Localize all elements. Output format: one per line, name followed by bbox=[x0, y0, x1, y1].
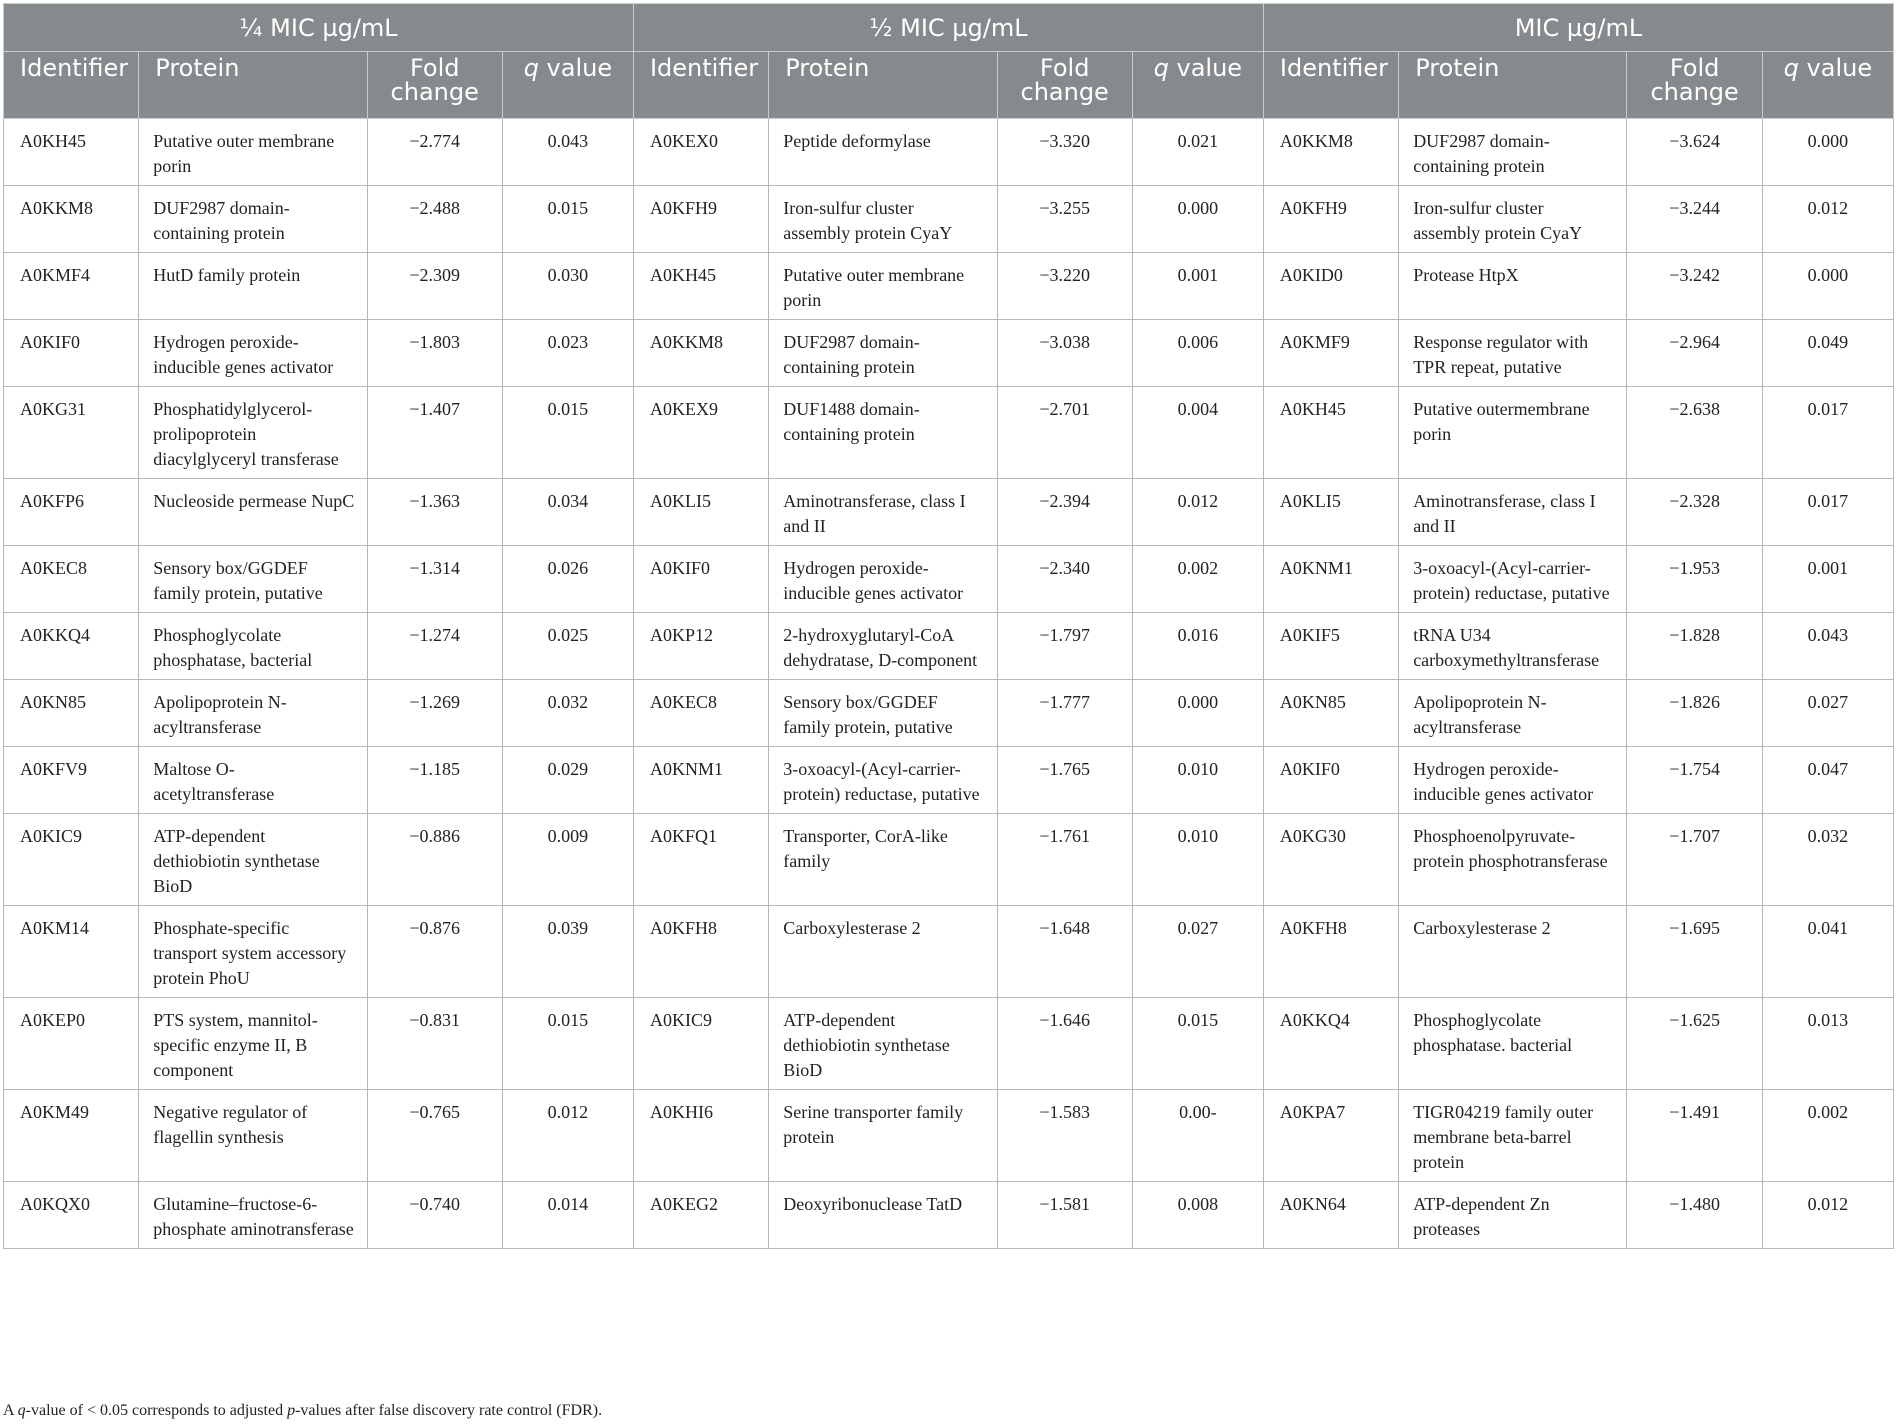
cell-q-value: 0.016 bbox=[1132, 613, 1263, 680]
cell-protein: 3-oxoacyl-(Acyl-carrier-protein) reductase, putative bbox=[1399, 546, 1627, 613]
protein-fold-change-table bbox=[3, 3, 1894, 1249]
table-row bbox=[4, 320, 1894, 387]
table-row bbox=[4, 1090, 1894, 1182]
cell-fold-change: −1.581 bbox=[997, 1182, 1132, 1249]
cell-q-value: 0.015 bbox=[502, 387, 633, 479]
column-header-q-value bbox=[1762, 52, 1893, 119]
cell-identifier: A0KH45 bbox=[633, 253, 768, 320]
cell-protein: Apolipoprotein N-acyltransferase bbox=[139, 680, 367, 747]
cell-identifier: A0KPA7 bbox=[1263, 1090, 1398, 1182]
column-header-q-rest: value bbox=[1798, 54, 1873, 82]
cell-fold-change: −1.625 bbox=[1627, 998, 1762, 1090]
cell-protein: Sensory box/GGDEF family protein, putative bbox=[769, 680, 997, 747]
column-header-q-italic: q bbox=[1783, 54, 1799, 82]
table-footnote bbox=[3, 1402, 602, 1420]
cell-fold-change: −3.255 bbox=[997, 186, 1132, 253]
cell-protein: Apolipoprotein N-acyltransferase bbox=[1399, 680, 1627, 747]
cell-fold-change: −2.964 bbox=[1627, 320, 1762, 387]
cell-q-value: 0.027 bbox=[1132, 906, 1263, 998]
table-row bbox=[4, 1182, 1894, 1249]
column-header-identifier: Identifier bbox=[633, 52, 768, 119]
cell-identifier: A0KIF0 bbox=[633, 546, 768, 613]
cell-identifier: A0KFQ1 bbox=[633, 814, 768, 906]
cell-q-value: 0.015 bbox=[1132, 998, 1263, 1090]
cell-identifier: A0KN85 bbox=[4, 680, 139, 747]
cell-protein: Peptide deformylase bbox=[769, 119, 997, 186]
cell-q-value: 0.012 bbox=[1762, 186, 1893, 253]
cell-fold-change: −3.220 bbox=[997, 253, 1132, 320]
cell-identifier: A0KN64 bbox=[1263, 1182, 1398, 1249]
cell-q-value: 0.006 bbox=[1132, 320, 1263, 387]
cell-q-value: 0.010 bbox=[1132, 747, 1263, 814]
cell-protein: Iron-sulfur cluster assembly protein CyaY bbox=[769, 186, 997, 253]
cell-identifier: A0KFH9 bbox=[633, 186, 768, 253]
cell-q-value: 0.030 bbox=[502, 253, 633, 320]
column-header-fold-change: Fold change bbox=[1627, 52, 1762, 119]
cell-q-value: 0.023 bbox=[502, 320, 633, 387]
cell-fold-change: −3.038 bbox=[997, 320, 1132, 387]
cell-fold-change: −1.269 bbox=[367, 680, 502, 747]
column-header-protein: Protein bbox=[1399, 52, 1627, 119]
cell-protein: ATP-dependent Zn proteases bbox=[1399, 1182, 1627, 1249]
table-row bbox=[4, 814, 1894, 906]
cell-fold-change: −1.777 bbox=[997, 680, 1132, 747]
cell-protein: ATP-dependent dethiobiotin synthetase BioD bbox=[769, 998, 997, 1090]
cell-fold-change: −1.695 bbox=[1627, 906, 1762, 998]
column-header-identifier: Identifier bbox=[1263, 52, 1398, 119]
table-row bbox=[4, 747, 1894, 814]
cell-fold-change: −1.491 bbox=[1627, 1090, 1762, 1182]
cell-identifier: A0KG31 bbox=[4, 387, 139, 479]
cell-q-value: 0.043 bbox=[502, 119, 633, 186]
cell-q-value: 0.001 bbox=[1762, 546, 1893, 613]
cell-protein: Response regulator with TPR repeat, putative bbox=[1399, 320, 1627, 387]
cell-q-value: 0.012 bbox=[1762, 1182, 1893, 1249]
cell-q-value: 0.043 bbox=[1762, 613, 1893, 680]
cell-q-value: 0.017 bbox=[1762, 479, 1893, 546]
cell-protein: Iron-sulfur cluster assembly protein CyaY bbox=[1399, 186, 1627, 253]
cell-protein: Putative outer membrane porin bbox=[139, 119, 367, 186]
column-header-row bbox=[4, 52, 1894, 119]
table-body bbox=[4, 119, 1894, 1249]
footnote-part2: -value of < 0.05 corresponds to adjusted bbox=[25, 1402, 288, 1419]
cell-identifier: A0KKM8 bbox=[1263, 119, 1398, 186]
cell-protein: DUF1488 domain-containing protein bbox=[769, 387, 997, 479]
column-header-q-italic: q bbox=[523, 54, 539, 82]
cell-q-value: 0.002 bbox=[1132, 546, 1263, 613]
cell-identifier: A0KMF4 bbox=[4, 253, 139, 320]
cell-protein: DUF2987 domain-containing protein bbox=[769, 320, 997, 387]
cell-fold-change: −1.707 bbox=[1627, 814, 1762, 906]
cell-q-value: 0.032 bbox=[1762, 814, 1893, 906]
cell-protein: Phosphate-specific transport system accessory protein PhoU bbox=[139, 906, 367, 998]
cell-q-value: 0.00- bbox=[1132, 1090, 1263, 1182]
column-header-protein: Protein bbox=[139, 52, 367, 119]
cell-identifier: A0KN85 bbox=[1263, 680, 1398, 747]
cell-protein: tRNA U34 carboxymethyltransferase bbox=[1399, 613, 1627, 680]
cell-fold-change: −1.407 bbox=[367, 387, 502, 479]
cell-fold-change: −1.803 bbox=[367, 320, 502, 387]
cell-fold-change: −2.340 bbox=[997, 546, 1132, 613]
cell-q-value: 0.004 bbox=[1132, 387, 1263, 479]
cell-q-value: 0.041 bbox=[1762, 906, 1893, 998]
table-row bbox=[4, 479, 1894, 546]
cell-fold-change: −1.765 bbox=[997, 747, 1132, 814]
cell-fold-change: −1.761 bbox=[997, 814, 1132, 906]
cell-protein: Putative outermembrane porin bbox=[1399, 387, 1627, 479]
cell-fold-change: −0.740 bbox=[367, 1182, 502, 1249]
cell-protein: Carboxylesterase 2 bbox=[769, 906, 997, 998]
cell-identifier: A0KG30 bbox=[1263, 814, 1398, 906]
cell-fold-change: −1.363 bbox=[367, 479, 502, 546]
footnote-part3: -values after false discovery rate control (FDR). bbox=[295, 1402, 603, 1419]
cell-protein: Phosphoenolpyruvate-protein phosphotransferase bbox=[1399, 814, 1627, 906]
cell-identifier: A0KLI5 bbox=[633, 479, 768, 546]
cell-identifier: A0KM14 bbox=[4, 906, 139, 998]
table-row bbox=[4, 613, 1894, 680]
cell-fold-change: −3.242 bbox=[1627, 253, 1762, 320]
table-row bbox=[4, 680, 1894, 747]
cell-fold-change: −0.765 bbox=[367, 1090, 502, 1182]
cell-q-value: 0.009 bbox=[502, 814, 633, 906]
cell-identifier: A0KEP0 bbox=[4, 998, 139, 1090]
cell-protein: Sensory box/GGDEF family protein, putative bbox=[139, 546, 367, 613]
cell-identifier: A0KIC9 bbox=[4, 814, 139, 906]
cell-identifier: A0KQX0 bbox=[4, 1182, 139, 1249]
cell-q-value: 0.027 bbox=[1762, 680, 1893, 747]
table-row bbox=[4, 546, 1894, 613]
cell-fold-change: −1.314 bbox=[367, 546, 502, 613]
cell-identifier: A0KKM8 bbox=[4, 186, 139, 253]
cell-identifier: A0KFH9 bbox=[1263, 186, 1398, 253]
cell-q-value: 0.015 bbox=[502, 998, 633, 1090]
cell-q-value: 0.026 bbox=[502, 546, 633, 613]
table-row bbox=[4, 387, 1894, 479]
cell-fold-change: −3.624 bbox=[1627, 119, 1762, 186]
cell-identifier: A0KIC9 bbox=[633, 998, 768, 1090]
cell-protein: Serine transporter family protein bbox=[769, 1090, 997, 1182]
cell-identifier: A0KIF0 bbox=[1263, 747, 1398, 814]
cell-fold-change: −2.488 bbox=[367, 186, 502, 253]
cell-fold-change: −1.826 bbox=[1627, 680, 1762, 747]
cell-identifier: A0KNM1 bbox=[633, 747, 768, 814]
cell-fold-change: −1.646 bbox=[997, 998, 1132, 1090]
cell-protein: Hydrogen peroxide-inducible genes activator bbox=[139, 320, 367, 387]
column-header-identifier: Identifier bbox=[4, 52, 139, 119]
column-header-q-rest: value bbox=[1168, 54, 1243, 82]
table-row bbox=[4, 998, 1894, 1090]
cell-fold-change: −1.754 bbox=[1627, 747, 1762, 814]
cell-protein: Hydrogen peroxide-inducible genes activator bbox=[769, 546, 997, 613]
cell-identifier: A0KMF9 bbox=[1263, 320, 1398, 387]
column-header-q-value bbox=[502, 52, 633, 119]
cell-protein: HutD family protein bbox=[139, 253, 367, 320]
cell-protein: DUF2987 domain-containing protein bbox=[1399, 119, 1627, 186]
cell-fold-change: −1.583 bbox=[997, 1090, 1132, 1182]
column-header-q-italic: q bbox=[1153, 54, 1169, 82]
cell-identifier: A0KEG2 bbox=[633, 1182, 768, 1249]
cell-fold-change: −2.309 bbox=[367, 253, 502, 320]
cell-identifier: A0KH45 bbox=[4, 119, 139, 186]
cell-q-value: 0.000 bbox=[1132, 186, 1263, 253]
cell-q-value: 0.001 bbox=[1132, 253, 1263, 320]
cell-fold-change: −1.648 bbox=[997, 906, 1132, 998]
cell-fold-change: −3.320 bbox=[997, 119, 1132, 186]
group-header-mic: MIC µg/mL bbox=[1263, 4, 1893, 52]
cell-identifier: A0KEX9 bbox=[633, 387, 768, 479]
cell-q-value: 0.000 bbox=[1132, 680, 1263, 747]
cell-identifier: A0KHI6 bbox=[633, 1090, 768, 1182]
cell-protein: Transporter, CorA-like family bbox=[769, 814, 997, 906]
cell-identifier: A0KID0 bbox=[1263, 253, 1398, 320]
group-header-half-mic: ½ MIC µg/mL bbox=[633, 4, 1263, 52]
cell-protein: Negative regulator of flagellin synthesis bbox=[139, 1090, 367, 1182]
cell-q-value: 0.000 bbox=[1762, 253, 1893, 320]
cell-identifier: A0KFH8 bbox=[633, 906, 768, 998]
cell-q-value: 0.049 bbox=[1762, 320, 1893, 387]
cell-protein: Carboxylesterase 2 bbox=[1399, 906, 1627, 998]
footnote-part1: A bbox=[3, 1402, 18, 1419]
cell-q-value: 0.021 bbox=[1132, 119, 1263, 186]
cell-identifier: A0KEX0 bbox=[633, 119, 768, 186]
cell-fold-change: −0.831 bbox=[367, 998, 502, 1090]
cell-fold-change: −1.480 bbox=[1627, 1182, 1762, 1249]
cell-fold-change: −0.886 bbox=[367, 814, 502, 906]
cell-fold-change: −1.185 bbox=[367, 747, 502, 814]
cell-protein: Aminotransferase, class I and II bbox=[769, 479, 997, 546]
cell-identifier: A0KM49 bbox=[4, 1090, 139, 1182]
cell-identifier: A0KEC8 bbox=[633, 680, 768, 747]
cell-identifier: A0KNM1 bbox=[1263, 546, 1398, 613]
cell-protein: Phosphoglycolate phosphatase, bacterial bbox=[139, 613, 367, 680]
cell-protein: Nucleoside permease NupC bbox=[139, 479, 367, 546]
cell-protein: 2-hydroxyglutaryl-CoA dehydratase, D-component bbox=[769, 613, 997, 680]
cell-identifier: A0KIF5 bbox=[1263, 613, 1398, 680]
cell-identifier: A0KFP6 bbox=[4, 479, 139, 546]
column-header-q-rest: value bbox=[538, 54, 613, 82]
cell-fold-change: −1.274 bbox=[367, 613, 502, 680]
footnote-p-italic: p bbox=[287, 1402, 296, 1419]
column-header-fold-change: Fold change bbox=[997, 52, 1132, 119]
cell-q-value: 0.002 bbox=[1762, 1090, 1893, 1182]
cell-identifier: A0KKQ4 bbox=[1263, 998, 1398, 1090]
cell-protein: 3-oxoacyl-(Acyl-carrier-protein) reductase, putative bbox=[769, 747, 997, 814]
table-row bbox=[4, 253, 1894, 320]
cell-identifier: A0KIF0 bbox=[4, 320, 139, 387]
cell-q-value: 0.039 bbox=[502, 906, 633, 998]
cell-protein: Hydrogen peroxide-inducible genes activator bbox=[1399, 747, 1627, 814]
cell-fold-change: −1.828 bbox=[1627, 613, 1762, 680]
table-row bbox=[4, 119, 1894, 186]
cell-q-value: 0.047 bbox=[1762, 747, 1893, 814]
cell-fold-change: −2.394 bbox=[997, 479, 1132, 546]
cell-fold-change: −2.774 bbox=[367, 119, 502, 186]
cell-q-value: 0.010 bbox=[1132, 814, 1263, 906]
cell-fold-change: −2.328 bbox=[1627, 479, 1762, 546]
cell-protein: Protease HtpX bbox=[1399, 253, 1627, 320]
cell-identifier: A0KKQ4 bbox=[4, 613, 139, 680]
cell-q-value: 0.008 bbox=[1132, 1182, 1263, 1249]
cell-fold-change: −0.876 bbox=[367, 906, 502, 998]
cell-identifier: A0KH45 bbox=[1263, 387, 1398, 479]
cell-protein: Aminotransferase, class I and II bbox=[1399, 479, 1627, 546]
cell-protein: DUF2987 domain-containing protein bbox=[139, 186, 367, 253]
cell-identifier: A0KLI5 bbox=[1263, 479, 1398, 546]
column-header-q-value bbox=[1132, 52, 1263, 119]
cell-identifier: A0KP12 bbox=[633, 613, 768, 680]
cell-protein: PTS system, mannitol-specific enzyme II, B component bbox=[139, 998, 367, 1090]
cell-protein: Maltose O-acetyltransferase bbox=[139, 747, 367, 814]
cell-protein: Deoxyribonuclease TatD bbox=[769, 1182, 997, 1249]
cell-fold-change: −1.797 bbox=[997, 613, 1132, 680]
cell-q-value: 0.000 bbox=[1762, 119, 1893, 186]
group-header-quarter-mic: ¼ MIC µg/mL bbox=[4, 4, 634, 52]
table-row bbox=[4, 186, 1894, 253]
cell-protein: ATP-dependent dethiobiotin synthetase BioD bbox=[139, 814, 367, 906]
cell-q-value: 0.012 bbox=[1132, 479, 1263, 546]
cell-fold-change: −2.638 bbox=[1627, 387, 1762, 479]
cell-identifier: A0KEC8 bbox=[4, 546, 139, 613]
cell-q-value: 0.017 bbox=[1762, 387, 1893, 479]
cell-q-value: 0.034 bbox=[502, 479, 633, 546]
table-container bbox=[3, 3, 1894, 1249]
cell-q-value: 0.012 bbox=[502, 1090, 633, 1182]
cell-protein: Phosphatidylglycerol-prolipoprotein diacylglyceryl transferase bbox=[139, 387, 367, 479]
cell-protein: Putative outer membrane porin bbox=[769, 253, 997, 320]
cell-q-value: 0.025 bbox=[502, 613, 633, 680]
cell-q-value: 0.015 bbox=[502, 186, 633, 253]
cell-fold-change: −2.701 bbox=[997, 387, 1132, 479]
column-header-fold-change: Fold change bbox=[367, 52, 502, 119]
cell-identifier: A0KFV9 bbox=[4, 747, 139, 814]
cell-protein: TIGR04219 family outer membrane beta-barrel protein bbox=[1399, 1090, 1627, 1182]
cell-protein: Phosphoglycolate phosphatase. bacterial bbox=[1399, 998, 1627, 1090]
group-header-row bbox=[4, 4, 1894, 52]
column-header-protein: Protein bbox=[769, 52, 997, 119]
cell-identifier: A0KKM8 bbox=[633, 320, 768, 387]
cell-fold-change: −3.244 bbox=[1627, 186, 1762, 253]
cell-protein: Glutamine–fructose-6-phosphate aminotransferase bbox=[139, 1182, 367, 1249]
cell-q-value: 0.032 bbox=[502, 680, 633, 747]
cell-q-value: 0.029 bbox=[502, 747, 633, 814]
table-row bbox=[4, 906, 1894, 998]
cell-fold-change: −1.953 bbox=[1627, 546, 1762, 613]
footnote-q-italic: q bbox=[17, 1402, 26, 1419]
cell-q-value: 0.013 bbox=[1762, 998, 1893, 1090]
cell-q-value: 0.014 bbox=[502, 1182, 633, 1249]
cell-identifier: A0KFH8 bbox=[1263, 906, 1398, 998]
